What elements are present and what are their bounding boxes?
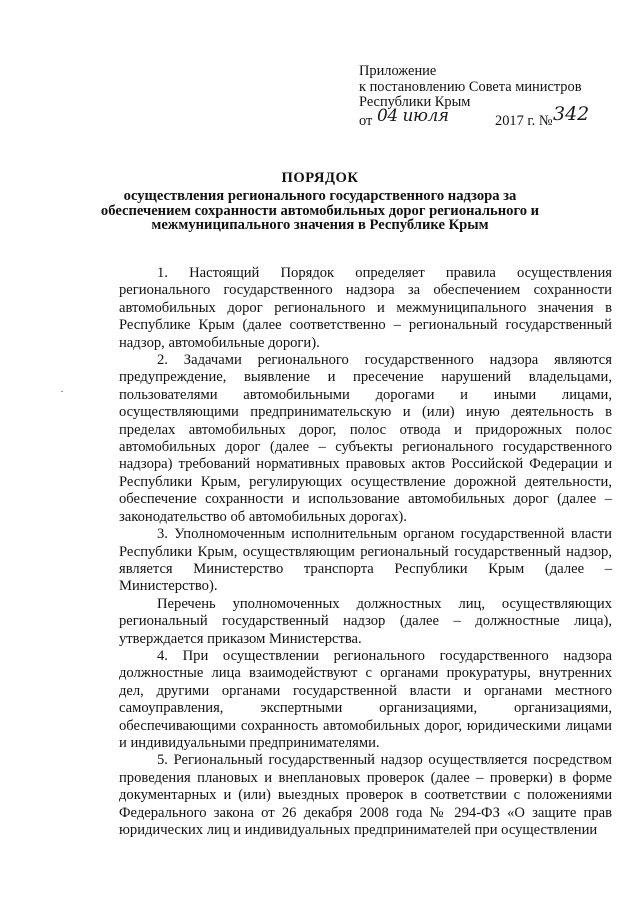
handwritten-date: 04 июля xyxy=(377,105,449,126)
paragraph-1: 1. Настоящий Порядок определяет правила осуществления регионального государственного надзора за обеспечением сохранности автомобильных дорог регионального и межмуниципального значения в Республике Крым (далее соответственно – региональный государственный надзор, автомобильные дороги). xyxy=(119,265,612,351)
title-subtitle-line-1: осуществления регионального государственного надзора за xyxy=(123,187,517,204)
document-title xyxy=(100,171,540,233)
title-subtitle-line-2: обеспечением сохранности автомобильных дорог регионального и xyxy=(100,202,540,219)
scan-speck xyxy=(61,391,63,392)
paragraph-2: 2. Задачами регионального государственного надзора являются предупреждение, выявление и пресечение нарушений владельцами, пользователями автомобильными дорогами и иными лицами, осуществляющими предпринимательскую и (или) иную деятельность в пределах автомобильных дорог, полос отвода и придорожных полос автомобильных дорог (далее – субъекты регионального государственного надзора) требований нормативных правовых актов Российской Федерации и Республики Крым, регулирующих осуществление дорожной деятельности, обеспечение сохранности и использование автомобильных дорог (далее – законодательство об автомобильных дорогах). xyxy=(119,352,612,525)
handwritten-number: 342 xyxy=(553,102,590,125)
paragraph-3-list: Перечень уполномоченных должностных лиц, осуществляющих региональный государственный надзор (далее – должностные лица), утверждается приказом Министерства. xyxy=(119,595,612,647)
paragraph-5: 5. Региональный государственный надзор осуществляется посредством проведения плановых и внеплановых проверок (далее – проверки) в форме документарных и (или) выездных проверок в соответствии с положениями Федерального закона от 26 декабря 2008 года № 294-ФЗ «О защите прав юридических лиц и индивидуальных предпринимателей при осуществлении xyxy=(119,752,612,838)
document-body xyxy=(119,265,612,839)
annex-resolution-ref: к постановлению Совета министров xyxy=(359,78,582,95)
title-main: ПОРЯДОК xyxy=(281,170,359,186)
title-subtitle-line-3: межмуниципального значения в Республике Крым xyxy=(151,217,489,234)
annex-authority: Республики Крым xyxy=(359,94,471,111)
annex-header xyxy=(359,64,629,130)
paragraph-4: 4. При осуществлении регионального государственного надзора должностные лица взаимодействуют с органами прокуратуры, внутренних дел, другими органами государственной власти и органами местного самоуправления, экспертными организациями, организациями, обеспечивающими сохранность автомобильных дорог, юридическими лицами и индивидуальными предпринимателями. xyxy=(119,647,612,751)
annex-label: Приложение xyxy=(359,63,437,79)
year-number-label: 2017 г. № xyxy=(495,112,553,129)
date-prefix: от xyxy=(359,112,373,129)
paragraph-3: 3. Уполномоченным исполнительным органом государственной власти Республики Крым, осуществляющим региональный государственный надзор, является Министерство транспорта Республики Крым (далее – Министерство). xyxy=(119,526,612,595)
